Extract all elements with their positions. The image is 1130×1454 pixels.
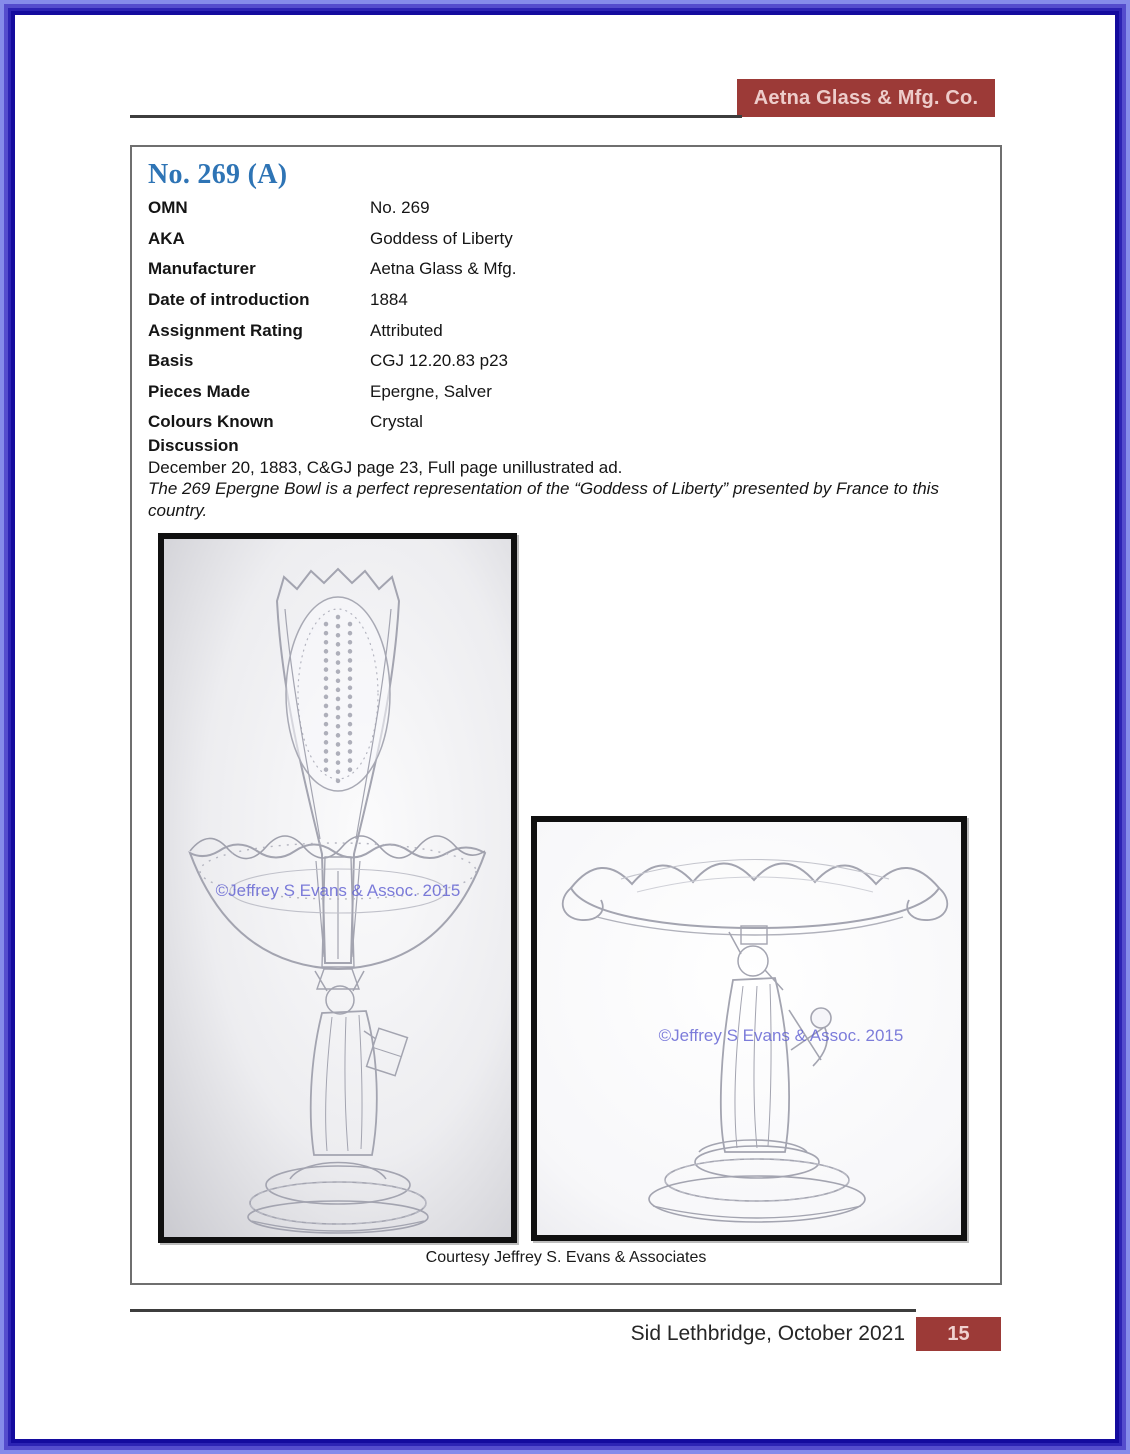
field-value: Goddess of Liberty — [370, 228, 513, 248]
field-row-pieces-made — [148, 377, 848, 408]
photo-caption: Courtesy Jeffrey S. Evans & Associates — [425, 1249, 707, 1266]
field-value: Epergne, Salver — [370, 381, 492, 401]
page-title: No. 269 (A) — [148, 159, 288, 190]
field-label: Colours Known — [148, 412, 274, 432]
salver-photo — [531, 816, 967, 1241]
footer-credit: Sid Lethbridge, October 2021 — [630, 1322, 905, 1345]
content-box — [130, 145, 1002, 1285]
salver-illustration — [537, 822, 961, 1235]
field-value: CGJ 12.20.83 p23 — [370, 351, 508, 371]
discussion-section — [148, 435, 996, 521]
field-row-aka — [148, 224, 848, 255]
field-label: Manufacturer — [148, 259, 256, 279]
footer-rule — [130, 1309, 916, 1312]
field-row-omn — [148, 193, 848, 224]
discussion-italic-note: The 269 Epergne Bowl is a perfect representation of the “Goddess of Liberty” presented by France to this country. — [148, 479, 939, 520]
epergne-photo — [158, 533, 517, 1243]
field-value: 1884 — [370, 290, 408, 310]
field-label: AKA — [148, 228, 185, 248]
field-label: Pieces Made — [148, 381, 251, 401]
header-rule — [130, 115, 742, 118]
field-label: Basis — [148, 351, 194, 371]
photo-watermark: ©Jeffrey S Evans & Assoc. 2015 — [658, 1026, 904, 1045]
epergne-illustration — [164, 539, 511, 1237]
attribute-table — [148, 193, 848, 438]
field-row-colours-known — [148, 407, 848, 438]
field-value: Attributed — [370, 320, 443, 340]
header-banner — [737, 79, 995, 117]
page-number-badge — [916, 1317, 1001, 1351]
field-row-date-of-introduction — [148, 285, 848, 316]
photo-watermark: ©Jeffrey S Evans & Assoc. 2015 — [215, 881, 461, 900]
discussion-text: December 20, 1883, C&GJ page 23, Full page unillustrated ad. — [148, 457, 623, 477]
field-label: Date of introduction — [148, 290, 310, 310]
field-value: Aetna Glass & Mfg. — [370, 259, 517, 279]
field-row-basis — [148, 346, 848, 377]
header-banner-label: Aetna Glass & Mfg. Co. — [753, 86, 979, 109]
field-label: OMN — [148, 198, 188, 218]
field-row-assignment-rating — [148, 315, 848, 346]
field-value: No. 269 — [370, 198, 430, 218]
field-value: Crystal — [370, 412, 423, 432]
discussion-heading: Discussion — [148, 436, 239, 455]
field-row-manufacturer — [148, 254, 848, 285]
field-label: Assignment Rating — [148, 320, 303, 340]
page-number: 15 — [947, 1322, 970, 1345]
